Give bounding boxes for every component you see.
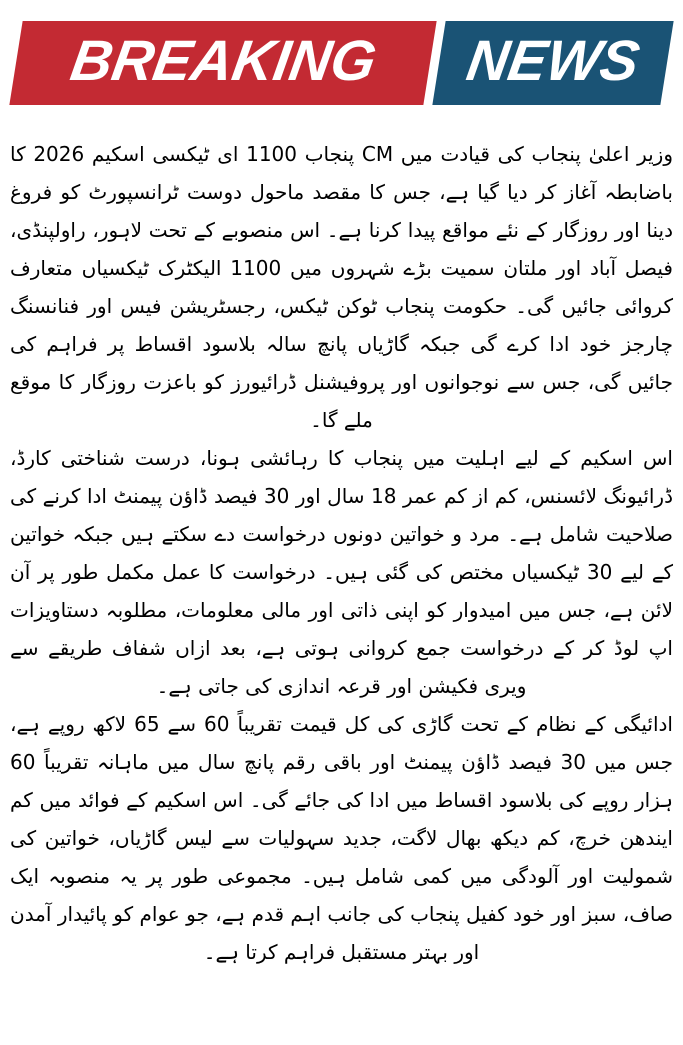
news-graphic [0, 21, 683, 1045]
breaking-banner-red-segment [9, 21, 437, 105]
breaking-label: BREAKING [66, 28, 381, 93]
article-paragraph-1: وزیر اعلیٰ پنجاب کی قیادت میں CM پنجاب 1100 ای ٹیکسی اسکیم 2026 کا باضابطہ آغاز کر دیا گیا ہے، جس کا مقصد ماحول دوست ٹرانسپورٹ کو فروغ دینا اور روزگار کے نئے مواقع پیدا کرنا ہے۔ اس منصوبے کے تحت لاہور، راولپنڈی، فیصل آباد اور ملتان سمیت بڑے شہروں میں 1100 الیکٹرک ٹیکسیاں متعارف کروائی جائیں گی۔ حکومت پنجاب ٹوکن ٹیکس، رجسٹریشن فیس اور فنانسنگ چارجز خود ادا کرے گی جبکہ گاڑیاں پانچ سالہ بلاسود اقساط پر فراہم کی جائیں گی، جس سے نوجوانوں اور پروفیشنل ڈرائیورز کو باعزت روزگار کا موقع ملے گا۔ [10, 142, 673, 432]
urdu-article [10, 135, 673, 971]
breaking-news-banner [16, 21, 667, 105]
news-label: NEWS [462, 28, 645, 93]
breaking-banner-blue-segment [433, 21, 674, 105]
article-paragraph-2: اس اسکیم کے لیے اہلیت میں پنجاب کا رہائشی ہونا، درست شناختی کارڈ، ڈرائیونگ لائسنس، کم از کم عمر 18 سال اور 30 فیصد ڈاؤن پیمنٹ ادا کرنے کی صلاحیت شامل ہے۔ مرد و خواتین دونوں درخواست دے سکتے ہیں جبکہ خواتین کے لیے 30 ٹیکسیاں مختص کی گئی ہیں۔ درخواست کا عمل مکمل طور پر آن لائن ہے، جس میں امیدوار کو اپنی ذاتی اور مالی معلومات، مطلوبہ دستاویزات اپ لوڈ کر کے درخواست جمع کروانی ہوتی ہے، بعد ازاں شفاف طریقے سے ویری فکیشن اور قرعہ اندازی کی جاتی ہے۔ [10, 446, 674, 698]
article-paragraph-3: ادائیگی کے نظام کے تحت گاڑی کی کل قیمت تقریباً 60 سے 65 لاکھ روپے ہے، جس میں 30 فیصد ڈاؤن پیمنٹ اور باقی رقم پانچ سال میں ماہانہ تقریباً 60 ہزار روپے کی بلاسود اقساط میں ادا کی جائے گی۔ اس اسکیم کے فوائد میں کم ایندھن خرچ، کم دیکھ بھال لاگت، جدید سہولیات سے لیس گاڑیاں، خواتین کی شمولیت اور آلودگی میں کمی شامل ہیں۔ مجموعی طور پر یہ منصوبہ ایک صاف، سبز اور خود کفیل پنجاب کی جانب اہم قدم ہے، جو عوام کو پائیدار آمدن اور بہتر مستقبل فراہم کرتا ہے۔ [10, 712, 673, 964]
